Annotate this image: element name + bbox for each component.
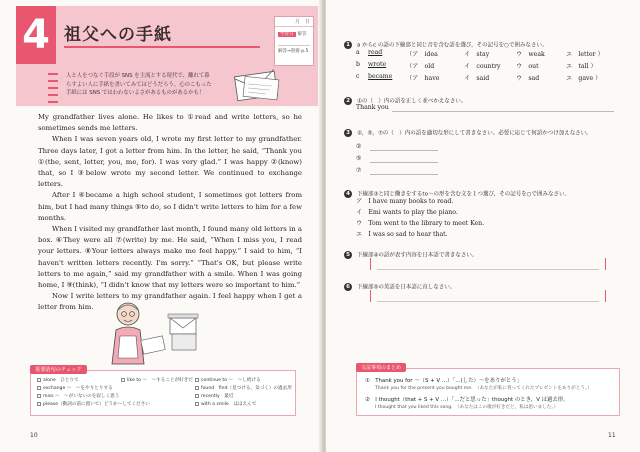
question-number: 4 xyxy=(344,190,352,198)
vocab-heading: 重要語句のチェック xyxy=(30,365,87,374)
grammar-summary-box xyxy=(356,365,620,416)
choice[interactable]: イ stay xyxy=(464,51,490,58)
checkbox-icon[interactable] xyxy=(37,378,41,382)
choice[interactable]: ウ sad xyxy=(516,75,540,82)
page-number-right: 11 xyxy=(608,432,616,439)
checkbox-icon[interactable] xyxy=(195,402,199,406)
choice[interactable]: イ country xyxy=(464,63,501,70)
question-prompt: a からc の語の下線部と同じ音を含む語を選び，その記号を○で囲みなさい。 xyxy=(357,42,548,49)
question-prompt: ②，⑤，⑦の（ ）内の語を適切な形にして書きなさい。必要に応じて何語かつけ加えなさい。 xyxy=(357,130,592,137)
vocab-column-2 xyxy=(121,377,193,385)
title-underline xyxy=(64,46,260,48)
checkbox-icon[interactable] xyxy=(195,394,199,398)
story-paragraph: My grandfather lives alone. He likes to ①read and write letters, so he sometimes sends me letters. xyxy=(38,113,302,133)
lesson-title: 祖父への手紙 xyxy=(64,25,172,45)
vocab-item: miss ～ ～がいないのを寂しく思う xyxy=(37,393,150,401)
vocab-item: alone ひとりで xyxy=(37,377,150,385)
checkbox-icon[interactable] xyxy=(37,386,41,390)
vocab-item: please（動詞の前に置いて）どうか～してください xyxy=(37,401,150,409)
choice[interactable]: エ letter ） xyxy=(566,51,604,58)
choice[interactable]: エ tall ） xyxy=(566,63,597,70)
choice[interactable]: （ア idea xyxy=(406,51,438,58)
q3-item: ⑦ xyxy=(356,167,362,174)
story-paragraph: Now I write letters to my grandfather again. I feel happy when I get a letter from him. xyxy=(38,292,302,312)
q6-answer-box[interactable] xyxy=(370,290,606,302)
q2-lead: Thank you xyxy=(356,104,389,111)
question-prompt: 下線部④の語が表す内容を日本語で書きなさい。 xyxy=(357,252,478,259)
choice[interactable]: （ア have xyxy=(406,75,440,82)
vocab-item: like to ～ ～することが好きだ xyxy=(121,377,193,385)
date-month-day: 月 日 xyxy=(275,17,313,27)
q3-item: ⑤ xyxy=(356,155,362,162)
question-prompt: 下線部③と同じ働きをするto～の形を含む文を１つ選び，その記号を○で囲みなさい。 xyxy=(357,191,571,198)
question-number: 5 xyxy=(344,251,352,259)
question-prompt: 下線部⑤の英語を日本語に直しなさい。 xyxy=(357,284,456,291)
reading-passage xyxy=(38,112,302,314)
question-number: 6 xyxy=(344,283,352,291)
story-paragraph: When I was seven years old, I wrote my first letter to my grandfather. Three days later, I got a letter from him. In the letter, he said, “Thank you ①(the, sent, letter, you, me, for). I was very glad.” I was happy ②(know) that, so I ③below wrote my second letter. We continued to exchange letters. xyxy=(38,135,302,189)
q4-option[interactable]: エ I was so sad to hear that. xyxy=(356,231,448,238)
grammar-example: Thank you for the present you bought me. （あなたが私に買ってくれたプレゼントをありがとう。） xyxy=(375,386,592,391)
choice[interactable]: エ gave ） xyxy=(566,75,602,82)
q3-item: ② xyxy=(356,143,362,150)
q3-answer-line[interactable] xyxy=(370,162,438,163)
story-paragraph: After I ④became a high school student, I sometimes got letters from him, but I had many things ⑤to do, so I didn't write letters to him for a few months. xyxy=(38,191,302,222)
lesson-intro: 人と人をつなぐ手段が SNS を主流とする現代で、離れて暮らすよい人に手紙を書いてみてはどうだろう。心のこもった手紙には SNS ではわわないよさがあるものがあるかも！ xyxy=(66,73,212,97)
grammar-point: ① Thank you for ～（S + V …）「…(した）～をありがとう」 xyxy=(365,378,523,384)
q4-option[interactable]: イ Emi wants to play the piano. xyxy=(356,209,458,216)
question-number: 2 xyxy=(344,97,352,105)
checkbox-icon[interactable] xyxy=(121,378,125,382)
choice[interactable]: ウ weak xyxy=(516,51,545,58)
page-number-left: 10 xyxy=(30,432,38,439)
q3-answer-line[interactable] xyxy=(370,150,438,151)
vocab-check-box xyxy=(30,367,296,416)
q3-answer-line[interactable] xyxy=(370,174,438,175)
question-number: 1 xyxy=(344,41,352,49)
vocab-item: exchange ～ ～をやりとりする xyxy=(37,385,150,393)
checkbox-icon[interactable] xyxy=(195,378,199,382)
date-tag: 学習日 解答 xyxy=(280,32,307,37)
checkbox-icon[interactable] xyxy=(37,402,41,406)
grandfather-illustration-icon xyxy=(98,296,208,366)
choice[interactable]: イ said xyxy=(464,75,490,82)
date-box xyxy=(274,16,314,66)
answer-ref: 解答→別冊 p.5 xyxy=(278,45,310,54)
vocab-item: found find（見つける，気づく）の過去形 xyxy=(195,385,292,393)
vocab-item: recently 最近 xyxy=(195,393,292,401)
checkbox-icon[interactable] xyxy=(37,394,41,398)
question-prompt: ①の（ ）内の語を正しく並べかえなさい。 xyxy=(357,98,467,105)
grammar-example: I thought that you liked this song. （あなたはこの歌が好きだと，私は思いました。） xyxy=(375,405,559,410)
lesson-header xyxy=(16,6,318,106)
vocab-item: continue to ～ ～し続ける xyxy=(195,377,292,385)
right-page: 1 a からc の語の下線部と同じ音を含む語を選び，その記号を○で囲みなさい。 a read （ア idea イ stay ウ weak エ letter ） b wrote （ア old イ country ウ out エ tall ） c became （ア have イ said ウ sad エ gave ） 2 ①の（ ）内の語を正しく並べかえなさい。 Thank you 3 ②，⑤，⑦の（ ）内の語を適切な形にして書きなさい。必要に応じて何語かつけ加えなさい。 ② ⑤ ⑦ 4 下線部③と同じ働きをするto～の形を含む文を１つ選び，その記号を○で囲みなさい。 ア I have many books to read. イ Emi wants to play the piano. ウ Tom went to the library to meet Ken. エ I was so sad to hear that. 5 下線部④の語が表す内容を日本語で書きなさい。 6 下線部⑤の英語を日本語に直しなさい。 文法事項のまとめ ① Thank you for ～（S + V …）「…(した）～をありがとう」 Thank you for the present you bought me. （あなたが私に買ってくれたプレゼントをありがとう。） ② I thought（that + S + V …）「…だと思った」thought のとき，V は過去形。 I thought that you liked this song. （あなたはこの歌が好きだと，私は思いました。） 11 xyxy=(326,0,640,452)
vocab-item: with a smile ほほえんで xyxy=(195,401,292,409)
q5-answer-box[interactable] xyxy=(370,258,606,270)
envelope-illustration-icon xyxy=(230,68,288,102)
grammar-point: ② I thought（that + S + V …）「…だと思った」thought のとき，V は過去形。 xyxy=(365,397,569,403)
lesson-number: 4 xyxy=(16,6,56,64)
story-paragraph: When I visited my grandfather last month, I found many old letters in a box. ⑥They were all ⑦(write) by me. He said, “When I miss you, I read your letters. ⑧Your letters always make me feel happy.” I said to him, “I haven't written letters recently. I'm sorry.” “That's OK, but please write letters to me again,” said my grandfather with a smile. When I was going home, I ⑨(think), “I didn't know that my letters were so important to him.” xyxy=(38,225,302,290)
choice[interactable]: （ア old xyxy=(406,63,435,70)
question-number: 3 xyxy=(344,129,352,137)
checkbox-icon[interactable] xyxy=(195,386,199,390)
q2-answer-line[interactable] xyxy=(392,111,614,112)
vocab-column-3 xyxy=(195,377,292,409)
choice[interactable]: ウ out xyxy=(516,63,539,70)
grammar-heading: 文法事項のまとめ xyxy=(356,363,406,372)
stripe-decoration xyxy=(48,68,58,104)
question-3 xyxy=(344,122,624,141)
q4-option[interactable]: ウ Tom went to the library to meet Ken. xyxy=(356,220,485,227)
q4-option[interactable]: ア I have many books to read. xyxy=(356,198,454,205)
